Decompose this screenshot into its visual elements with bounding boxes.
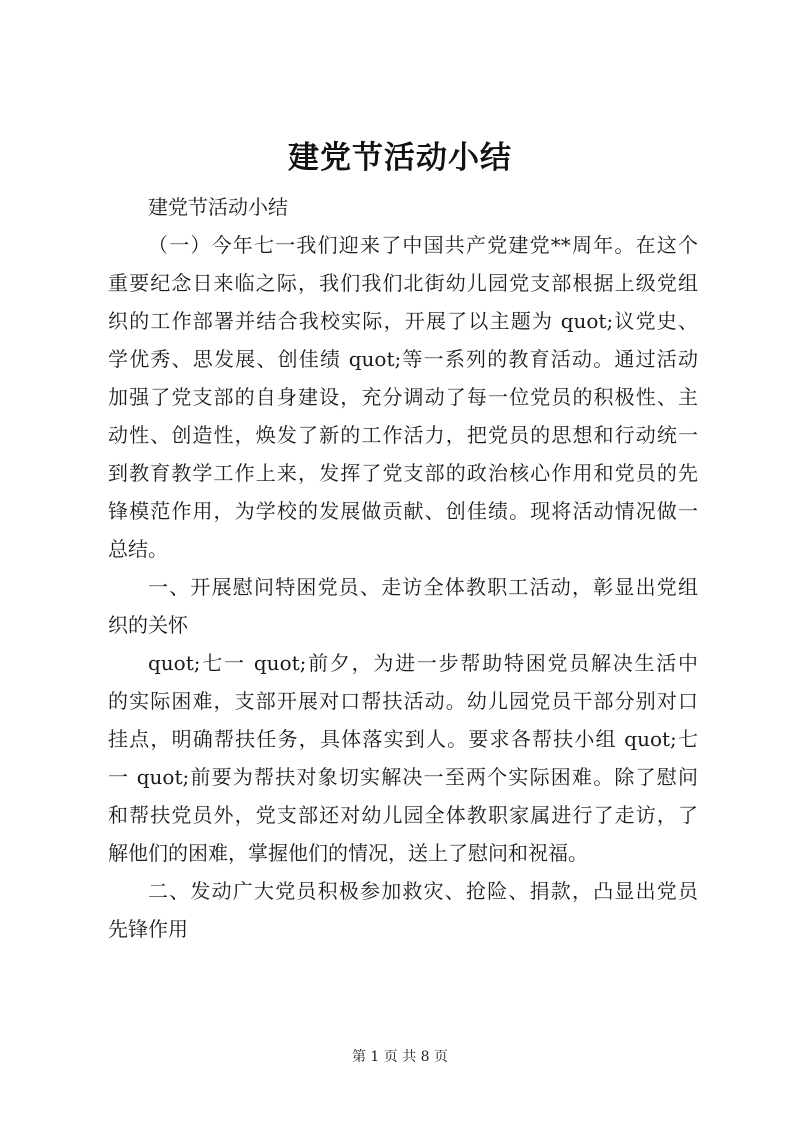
body-line: 学优秀、思发展、创佳绩 quot;等一系列的教育活动。通过活动 (108, 347, 698, 371)
body-line: 挂点，明确帮扶任务，具体落实到人。要求各帮扶小组 quot;七 (108, 727, 698, 751)
document-title: 建党节活动小结 (288, 140, 512, 176)
body-line: quot;七一 quot;前夕，为进一步帮助特困党员解决生活中 (148, 651, 698, 675)
document-body (108, 188, 698, 948)
body-line: 动性、创造性，焕发了新的工作活力，把党员的思想和行动统一 (108, 423, 698, 447)
body-line: 到教育教学工作上来，发挥了党支部的政治核心作用和党员的先 (108, 461, 698, 485)
body-line: 加强了党支部的自身建设，充分调动了每一位党员的积极性、主 (108, 385, 698, 409)
body-line: 一 quot;前要为帮扶对象切实解决一至两个实际困难。除了慰问 (108, 765, 698, 789)
body-line: 先锋作用 (108, 917, 188, 941)
body-line: 织的关怀 (108, 613, 188, 637)
body-line: 二、发动广大党员积极参加救灾、抢险、捐款，凸显出党员 (148, 879, 698, 903)
body-line: 重要纪念日来临之际，我们我们北街幼儿园党支部根据上级党组 (108, 271, 698, 295)
body-line: 总结。 (108, 537, 168, 561)
page-footer: 第 1 页 共 8 页 (351, 1049, 449, 1065)
body-line: 建党节活动小结 (148, 195, 288, 219)
body-line: 解他们的困难，掌握他们的情况，送上了慰问和祝福。 (108, 841, 588, 865)
body-line: 织的工作部署并结合我校实际，开展了以主题为 quot;议党史、 (108, 309, 698, 333)
body-line: 和帮扶党员外，党支部还对幼儿园全体教职家属进行了走访，了 (108, 803, 698, 827)
body-line: 一、开展慰问特困党员、走访全体教职工活动，彰显出党组 (148, 575, 698, 599)
body-line: （一）今年七一我们迎来了中国共产党建党**周年。在这个 (148, 233, 698, 257)
body-line: 的实际困难，支部开展对口帮扶活动。幼儿园党员干部分别对口 (108, 689, 698, 713)
body-line: 锋模范作用，为学校的发展做贡献、创佳绩。现将活动情况做一 (108, 499, 698, 523)
